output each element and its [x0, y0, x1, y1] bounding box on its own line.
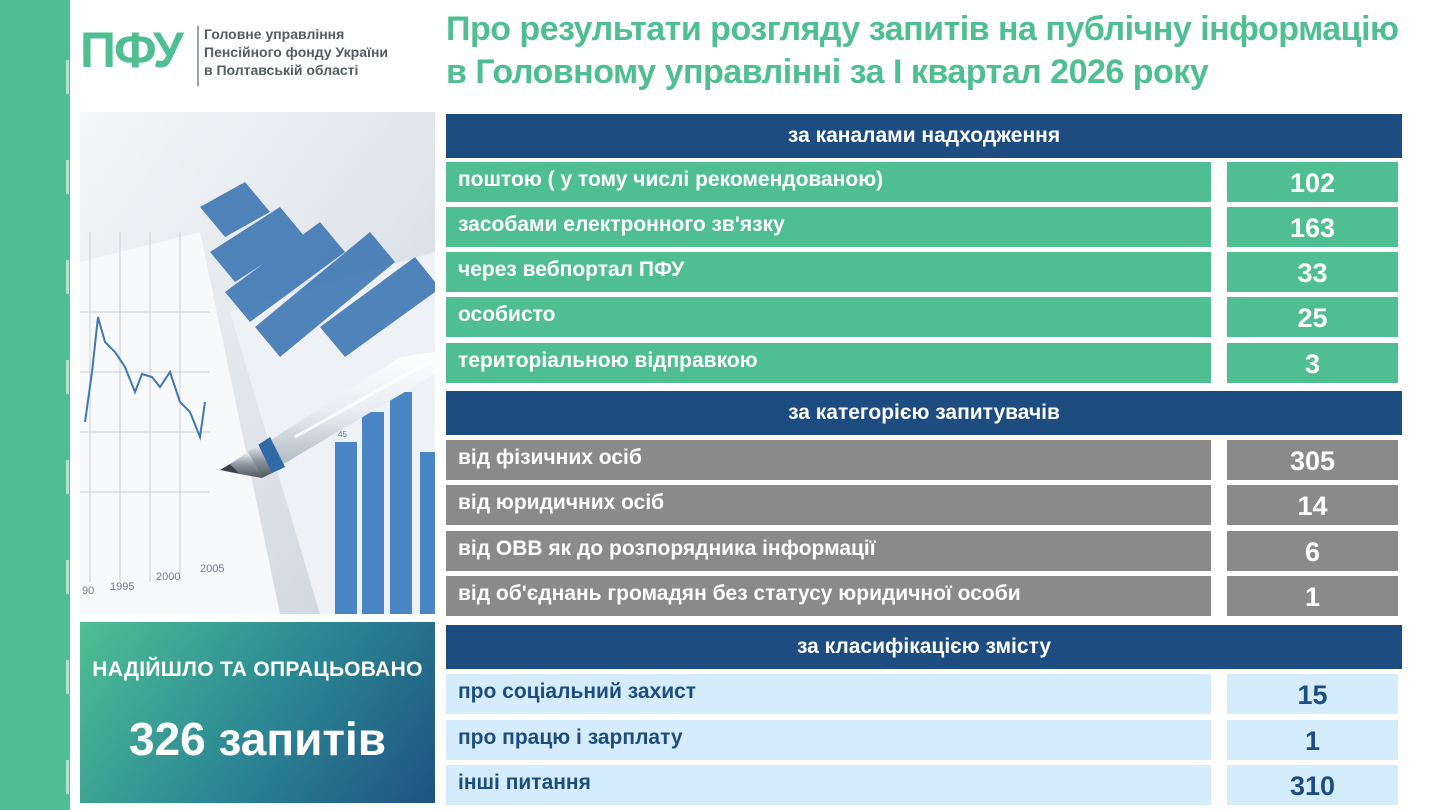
row-value: 102: [1227, 162, 1398, 202]
row-label: поштою ( у тому числі рекомендованою): [446, 162, 1211, 202]
table-row: [446, 252, 1402, 292]
row-label: від юридичних осіб: [446, 485, 1211, 525]
table-row: [446, 343, 1402, 383]
title-line-2: в Головному управлінні за І квартал 2026 року: [446, 53, 1209, 91]
table-row: [446, 162, 1402, 202]
row-label: від об'єднань громадян без статусу юридичної особи: [446, 576, 1211, 616]
table-row: [446, 765, 1402, 805]
page-title: [446, 8, 1431, 94]
summary-panel: [80, 622, 435, 803]
row-label: про соціальний захист: [446, 674, 1211, 714]
year-label: 1995: [110, 581, 135, 593]
table-row: [446, 297, 1402, 337]
section-heading-requesters: за категорією запитувачів: [446, 391, 1402, 435]
table-row: [446, 674, 1402, 714]
charts-and-pen-photo: [80, 112, 435, 614]
row-value: 14: [1227, 485, 1398, 525]
row-value: 163: [1227, 207, 1398, 247]
row-label: від фізичних осіб: [446, 440, 1211, 480]
org-line-2: Пенсійного фонду України: [204, 44, 389, 60]
row-label: про працю і зарплату: [446, 720, 1211, 760]
year-label: 2000: [156, 571, 181, 583]
photo-illustration: [80, 112, 435, 614]
left-decorative-stripe: [0, 0, 70, 810]
year-label: 90: [82, 585, 95, 597]
row-label: через вебпортал ПФУ: [446, 252, 1211, 292]
row-label: від ОВВ як до розпорядника інформації: [446, 531, 1211, 571]
table-row: [446, 576, 1402, 616]
section-heading-content: за класифікацією змісту: [446, 625, 1402, 669]
org-line-3: в Полтавській області: [204, 62, 359, 78]
row-value: 310: [1227, 765, 1398, 805]
pfu-logo: [80, 18, 440, 88]
table-row: [446, 440, 1402, 480]
row-value: 25: [1227, 297, 1398, 337]
bar-label: 45: [338, 430, 347, 439]
summary-total: 326 запитів: [128, 713, 387, 765]
row-value: 6: [1227, 531, 1398, 571]
row-label: інші питання: [446, 765, 1211, 805]
summary-lead: НАДІЙШЛО ТА ОПРАЦЬОВАНО: [92, 658, 423, 681]
logo-divider: [197, 26, 199, 86]
title-line-1: Про результати розгляду запитів на публічну інформацію: [446, 10, 1399, 48]
table-row: [446, 720, 1402, 760]
row-label: засобами електронного зв'язку: [446, 207, 1211, 247]
row-value: 3: [1227, 343, 1398, 383]
row-value: 15: [1227, 674, 1398, 714]
table-row: [446, 485, 1402, 525]
table-row: [446, 207, 1402, 247]
table-row: [446, 531, 1402, 571]
year-label: 2005: [200, 563, 225, 575]
row-label: особисто: [446, 297, 1211, 337]
row-value: 1: [1227, 720, 1398, 760]
row-value: 33: [1227, 252, 1398, 292]
row-label: територіальною відправкою: [446, 343, 1211, 383]
logo-org-name: [204, 25, 388, 79]
section-heading-channels: за каналами надходження: [446, 114, 1402, 158]
org-line-1: Головне управління: [204, 26, 345, 42]
row-value: 305: [1227, 440, 1398, 480]
logo-mark: ПФУ: [80, 22, 182, 78]
row-value: 1: [1227, 576, 1398, 616]
